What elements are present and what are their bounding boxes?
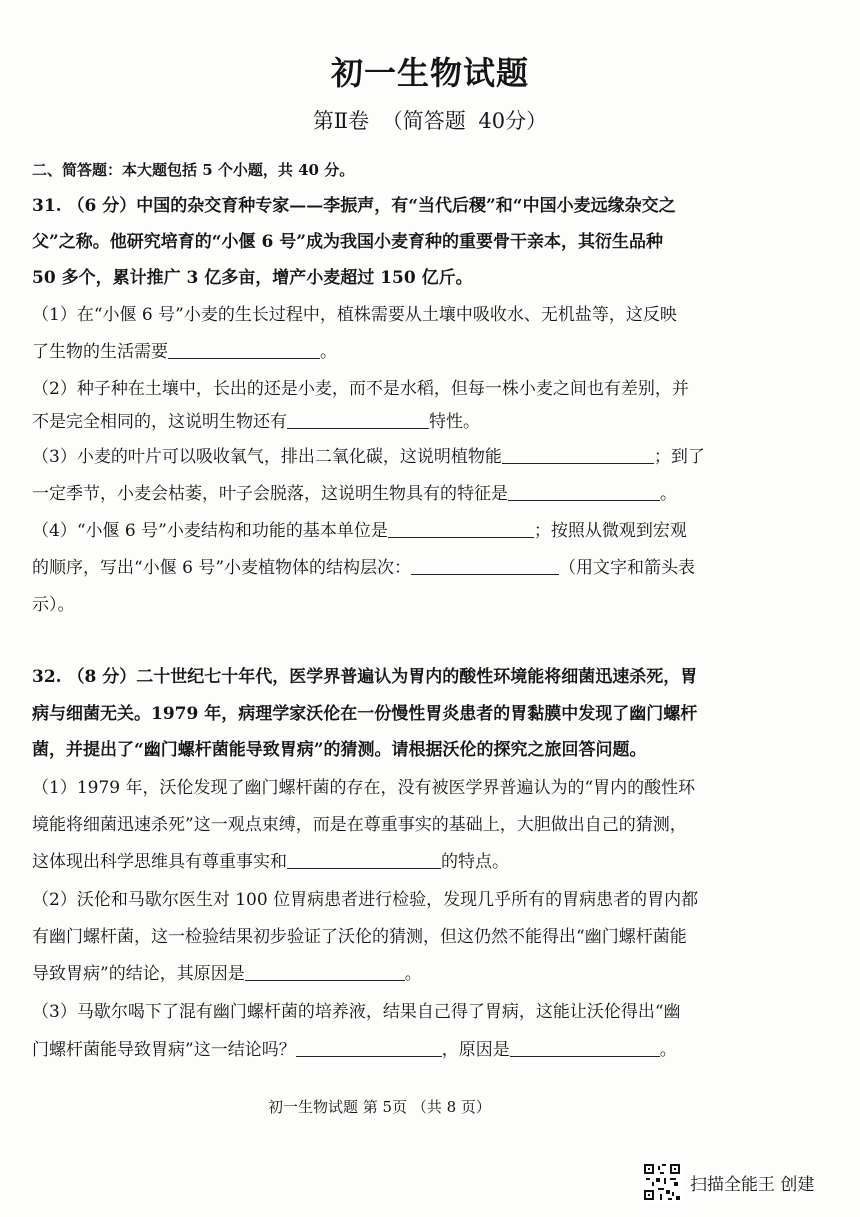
q31-part2-text: 不是完全相同的，这说明生物还有 bbox=[32, 412, 287, 432]
q31-part1-text: 了生物的生活需要 bbox=[32, 342, 168, 362]
q31-part2-line-1: （2）种子种在土壤中，长出的还是小麦，而不是水稻，但每一株小麦之间也有差别，并 bbox=[32, 379, 689, 399]
q31-part4-text-b: 的顺序，写出“小偃 6 号”小麦植物体的结构层次： bbox=[32, 558, 412, 578]
q32-intro-line-1: 32. （8 分）二十世纪七十年代，医学界普遍认为胃内的酸性环境能将细菌迅速杀死，胃 bbox=[32, 667, 698, 687]
q31-part1-line-1: （1）在“小偃 6 号”小麦的生长过程中，植株需要从土壤中吸收水、无机盐等，这反映 bbox=[32, 305, 677, 325]
q32-part1-text: 这体现出科学思维具有尊重事实和 bbox=[32, 852, 287, 872]
q31-intro-line-3: 50 多个，累计推广 3 亿多亩，增产小麦超过 150 亿斤。 bbox=[32, 268, 473, 288]
page-title: 初一生物试题 bbox=[330, 54, 529, 92]
qr-code-icon bbox=[642, 1162, 682, 1202]
scanner-watermark bbox=[642, 1162, 814, 1202]
q31-part3-answer-blank-2[interactable] bbox=[508, 482, 660, 501]
q32-part2-line-2: 有幽门螺杆菌，这一检验结果初步验证了沃伦的猜测，但这仍然不能得出“幽门螺杆菌能 bbox=[32, 927, 687, 947]
q32-part3-line-1: （3）马歇尔喝下了混有幽门螺杆菌的培养液，结果自己得了胃病，这能让沃伦得出“幽 bbox=[32, 1002, 681, 1022]
q32-intro-line-2: 病与细菌无关。1979 年，病理学家沃伦在一份慢性胃炎患者的胃黏膜中发现了幽门螺杆 bbox=[32, 704, 698, 724]
q31-part1-line-2: 了生物的生活需要 。 bbox=[32, 342, 337, 362]
q32-part1-line-2: 境能将细菌迅速杀死”这一观点束缚，而是在尊重事实的基础上，大胆做出自己的猜测， bbox=[32, 815, 687, 835]
q32-part2-line-3: 导致胃病”的结论，其原因是 。 bbox=[32, 964, 422, 984]
q32-part3-line-2: 门螺杆菌能导致胃病”这一结论吗？ ，原因是 。 bbox=[32, 1040, 677, 1060]
q31-part4-text-a: （4）“小偃 6 号”小麦结构和功能的基本单位是 bbox=[32, 521, 388, 541]
q31-intro-line-1: 31. （6 分）中国的杂交育种专家——李振声，有“当代后稷”和“中国小麦远缘杂交之 bbox=[32, 196, 676, 216]
page-subtitle: 第Ⅱ卷 （简答题 40分） bbox=[312, 109, 548, 133]
q31-part4-line-2: 的顺序，写出“小偃 6 号”小麦植物体的结构层次： （用文字和箭头表 bbox=[32, 558, 696, 578]
q32-part2-answer-blank[interactable] bbox=[245, 962, 405, 981]
q32-part2-line-1: （2）沃伦和马歇尔医生对 100 位胃病患者进行检验，发现几乎所有的胃病患者的胃内都 bbox=[32, 890, 699, 910]
q32-part1-line-3: 这体现出科学思维具有尊重事实和 的特点。 bbox=[32, 852, 509, 872]
q32-part1-line-1: （1）1979 年，沃伦发现了幽门螺杆菌的存在，没有被医学界普遍认为的“胃内的酸性环 bbox=[32, 778, 696, 798]
q31-part4-line-1: （4）“小偃 6 号”小麦结构和功能的基本单位是 ；按照从微观到宏观 bbox=[32, 521, 687, 541]
q31-part4-answer-blank-1[interactable] bbox=[388, 519, 534, 538]
q32-part3-text-a: 门螺杆菌能导致胃病”这一结论吗？ bbox=[32, 1040, 296, 1060]
page-footer: 初一生物试题 第 5页 （共 8 页） bbox=[268, 1098, 491, 1116]
q31-part2-answer-blank[interactable] bbox=[287, 410, 429, 429]
q32-part3-answer-blank-2[interactable] bbox=[510, 1038, 660, 1057]
q31-intro-line-2: 父”之称。他研究培育的“小偃 6 号”成为我国小麦育种的重要骨干亲本，其衍生品种 bbox=[32, 232, 663, 252]
scanner-label: 扫描全能王 创建 bbox=[690, 1174, 815, 1195]
q31-part3-text-b: 一定季节，小麦会枯萎，叶子会脱落，这说明生物具有的特征是 bbox=[32, 484, 508, 504]
q32-intro-line-3: 菌，并提出了“幽门螺杆菌能导致胃病”的猜测。请根据沃伦的探究之旅回答问题。 bbox=[32, 740, 647, 760]
q32-part3-answer-blank-1[interactable] bbox=[296, 1038, 442, 1057]
q32-part2-text: 导致胃病”的结论，其原因是 bbox=[32, 964, 245, 984]
q31-part1-answer-blank[interactable] bbox=[168, 340, 320, 359]
q32-part1-answer-blank[interactable] bbox=[287, 850, 441, 869]
q31-part4-answer-blank-2[interactable] bbox=[411, 556, 559, 575]
q31-part3-line-2: 一定季节，小麦会枯萎，叶子会脱落，这说明生物具有的特征是 。 bbox=[32, 484, 677, 504]
section-heading: 二、简答题：本大题包括 5 个小题，共 40 分。 bbox=[32, 161, 355, 179]
q31-part3-answer-blank-1[interactable] bbox=[502, 445, 654, 464]
q31-part3-line-1: （3）小麦的叶片可以吸收氧气，排出二氧化碳，这说明植物能 ；到了 bbox=[32, 447, 705, 467]
q31-part2-line-2: 不是完全相同的，这说明生物还有 特性。 bbox=[32, 412, 480, 432]
q31-part3-text-a: （3）小麦的叶片可以吸收氧气，排出二氧化碳，这说明植物能 bbox=[32, 447, 502, 467]
q31-part4-line-3: 示）。 bbox=[32, 595, 75, 615]
